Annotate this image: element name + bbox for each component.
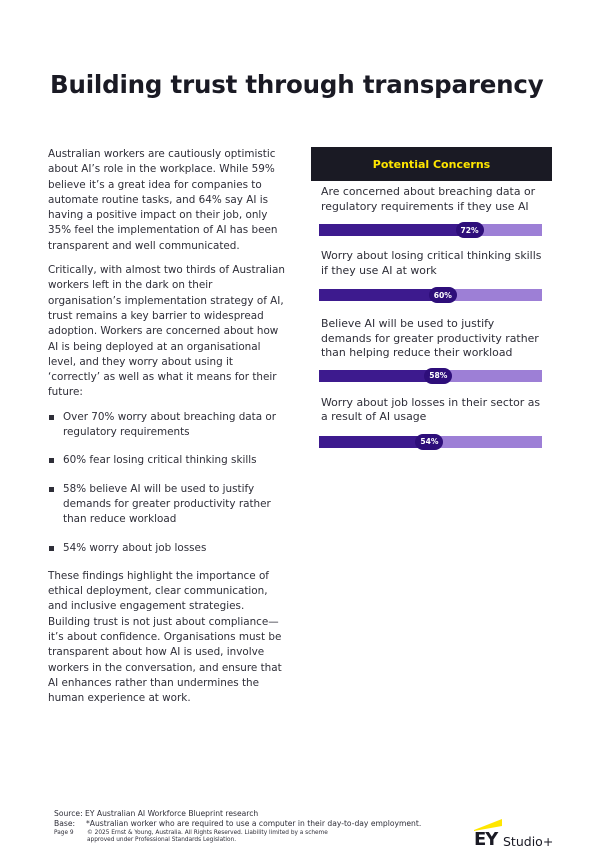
closing-paragraph: These findings highlight the importance of ethical deployment, clear communication, and inclusive engagement strategies. Building trust is not just about compliance—it’s about confidence. Organisations must be transparent about how AI is used, involve workers in the conversation, and ensure that AI enhances rather than undermines the human experience at work. [48, 569, 282, 705]
concern-value-badge: 72% [456, 222, 484, 238]
concern-bullet-list [48, 410, 286, 556]
logo-product: Studio+ [503, 834, 554, 849]
bullet-text: Over 70% worry about breaching data or regulatory requirements [63, 410, 277, 439]
concern-text: Believe AI will be used to justify demands for greater productivity rather than helping reduce their workload [321, 317, 539, 359]
concern-item [311, 249, 552, 301]
concern-item [311, 396, 552, 448]
bullet-item [48, 453, 286, 468]
page-title: Building trust through transparency [50, 70, 544, 99]
source-note: Source: EY Australian AI Workforce Blueprint research [54, 809, 259, 818]
concern-text: Worry about losing critical thinking skills if they use AI at work [321, 249, 542, 277]
concern-bar-track [319, 370, 542, 382]
panel-header: Potential Concerns [311, 147, 552, 181]
intro-paragraph: Australian workers are cautiously optimistic about AI’s role in the workplace. While 59% believe it’s a great idea for companies to automate routine tasks, and 64% say AI is having a positive impact on their job, only 35% feel the implementation of AI has been transparent and well communicated. [48, 148, 278, 252]
bullet-text: 60% fear losing critical thinking skills [63, 454, 257, 467]
body-column [48, 147, 286, 716]
bullet-square-icon [49, 546, 54, 551]
copyright-row-2 [54, 837, 421, 845]
base-label: Base: [54, 819, 76, 829]
bullet-text: 54% worry about job losses [63, 541, 207, 554]
bullet-item [48, 410, 286, 441]
logo-mark: EY [474, 829, 498, 850]
bullet-text: 58% believe AI will be used to justify demands for greater productivity rather than reduce workload [63, 482, 271, 526]
concern-item [311, 317, 552, 382]
copyright-line-2: approved under Professional Standards Legislation. [87, 837, 237, 844]
ey-studio-logo [474, 817, 554, 851]
concern-value-badge: 54% [415, 434, 443, 450]
concern-text: Worry about job losses in their sector as a result of AI usage [321, 395, 541, 423]
concern-text: Are concerned about breaching data or regulatory requirements if they use AI [321, 185, 536, 213]
concern-bar-track [319, 289, 542, 301]
bullet-square-icon [49, 415, 54, 420]
page-footer [54, 809, 421, 845]
bullet-square-icon [49, 458, 54, 463]
page-number: Page 9 [54, 829, 74, 836]
concern-value-badge: 60% [429, 287, 457, 303]
bullet-square-icon [49, 487, 54, 492]
copyright-line-1: © 2025 Ernst & Young, Australia. All Rights Reserved. Liability limited by a scheme [87, 829, 328, 836]
copyright-row [54, 830, 421, 838]
concern-bar-track [319, 436, 542, 448]
context-paragraph: Critically, with almost two thirds of Australian workers left in the dark on their organisation’s implementation strategy of AI, trust remains a key barrier to widespread adoption. Workers are concerned about how AI is being deployed at an organisational level, and they worry about using it ‘correctly’ as well as what it means for their future: [48, 264, 285, 399]
concern-item [311, 185, 552, 236]
concern-bar-track [319, 224, 542, 236]
bullet-item [48, 482, 286, 528]
bullet-item [48, 541, 286, 556]
base-note [54, 819, 421, 829]
base-text: *Australian worker who are required to use a computer in their day-to-day employment. [86, 819, 422, 829]
concern-value-badge: 58% [424, 368, 452, 384]
potential-concerns-panel [311, 147, 552, 448]
